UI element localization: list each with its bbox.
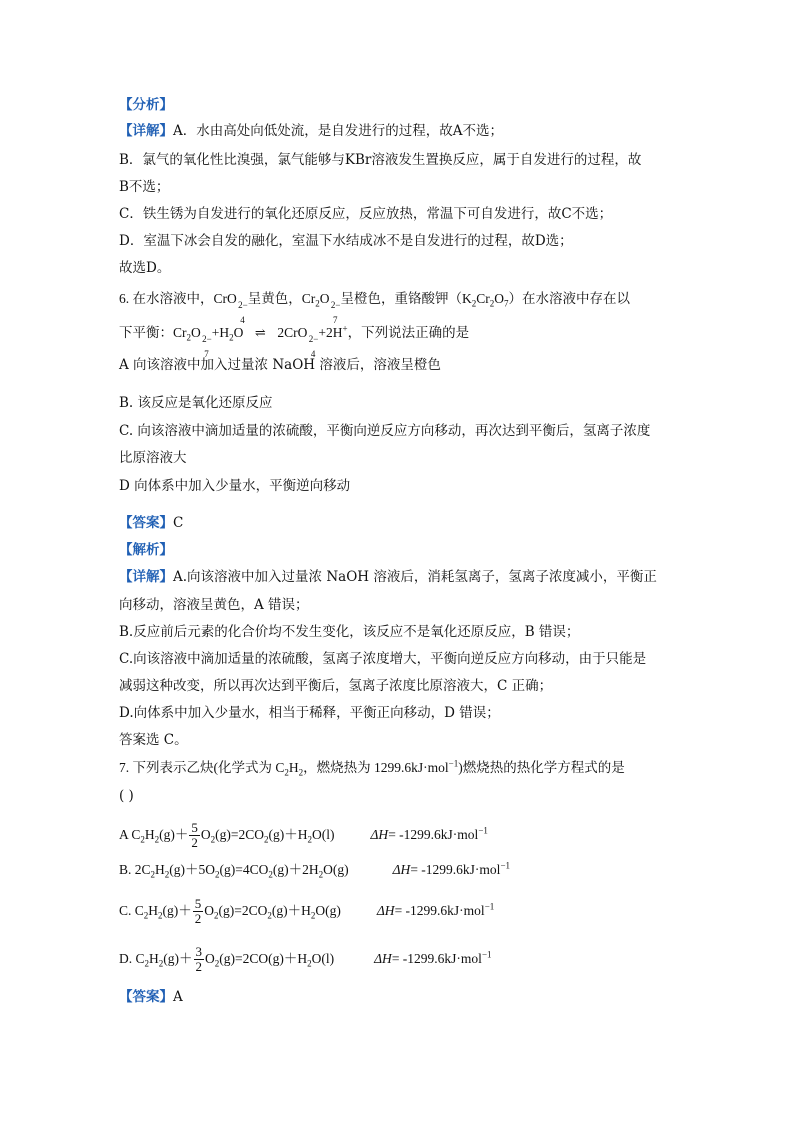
q6-detail-b: B.反应前后元素的化合价均不发生变化，该反应不是氧化还原反应，B 错误； bbox=[119, 624, 580, 640]
q6-stem-line2: 下平衡：$Cr_2O$ 2− 7 $+H_2O$ ⇌ 2CrO 2− 4 +2H+，下列说法正确的是 bbox=[119, 323, 470, 359]
q6-stem-line1: 6. 在水溶液中，CrO 2− 4 呈黄色，$Cr_2O$ 2− 7 呈橙色，重铬酸钾$(K_2Cr_2O_7)$在水溶液中存在以 bbox=[119, 291, 630, 325]
q7-answer: 【答案】A bbox=[119, 989, 183, 1005]
q7-stem-line2: ( ) bbox=[119, 788, 134, 804]
analysis-heading: 【分析】 bbox=[119, 97, 173, 113]
q6-detail-d: D.向体系中加入少量水，相当于稀释，平衡正向移动，D 错误； bbox=[119, 705, 500, 721]
q7-stem-line1: 7. 下列表示乙炔(化学式为 $C_2H_2$，燃烧热为 1299.6kJ·mol$^{-1}$)燃烧热的热化学方程式的是 bbox=[119, 758, 625, 778]
q6-detail-c-line1: C.向该溶液中滴加适量的浓硫酸，氢离子浓度增大，平衡向逆反应方向移动，由于只能是 bbox=[119, 651, 647, 667]
q5-detail-d: D．室温下冰会自发的融化，室温下水结成冰不是自发进行的过程，故D选； bbox=[119, 233, 573, 249]
q6-detail-a-line1: 【详解】A.向该溶液中加入过量浓 NaOH 溶液后，消耗氢离子，氢离子浓度减小，平衡正 bbox=[119, 569, 657, 585]
q5-detail-b-line2: B不选； bbox=[119, 179, 170, 195]
q6-detail-a-line2: 向移动，溶液呈黄色，A 错误； bbox=[119, 597, 309, 613]
q6-option-c-line2: 比原溶液大 bbox=[119, 450, 187, 466]
fraction-5-2: $\frac{5}{2}$ bbox=[191, 820, 198, 851]
q5-conclusion: 故选D。 bbox=[119, 260, 171, 276]
q6-conclusion: 答案选 C。 bbox=[119, 732, 188, 748]
q6-option-d: D 向体系中加入少量水，平衡逆向移动 bbox=[119, 478, 351, 494]
q6-option-a: A 向该溶液中加入过量浓 NaOH 溶液后，溶液呈橙色 bbox=[119, 357, 441, 373]
q5-detail-c: C．铁生锈为自发进行的氧化还原反应，反应放热，常温下可自发进行，故C不选； bbox=[119, 206, 613, 222]
fraction-3-2: $\frac{3}{2}$ bbox=[195, 944, 203, 975]
q7-option-b: B. $2C_2H_2(g)+5O_2(g)=4CO_2(g)+2H_2O(g)$ ΔH= -1299.6kJ·mol$^{-1}$ bbox=[119, 860, 511, 880]
q7-option-c: C. $C_2H_2(g)+$ $\frac{5}{2}$ $O_2(g)=2CO_2(g)+H_2O(g)$ ΔH= -1299.6kJ·mol$^{-1}$ bbox=[119, 896, 495, 927]
q6-option-b: B. 该反应是氧化还原反应 bbox=[119, 395, 273, 411]
q6-detail-c-line2: 减弱这种改变，所以再次达到平衡后，氢离子浓度比原溶液大，C 正确； bbox=[119, 678, 553, 694]
q5-detail-a: 【详解】A．水由高处向低处流，是自发进行的过程，故A不选； bbox=[119, 123, 503, 139]
q5-detail-b-line1: B．氯气的氧化性比溴强，氯气能够与KBr溶液发生置换反应，属于自发进行的过程，故 bbox=[119, 152, 642, 168]
q6-answer: 【答案】C bbox=[119, 515, 184, 531]
q6-explain-heading: 【解析】 bbox=[119, 542, 173, 558]
fraction-5-2: $\frac{5}{2}$ bbox=[194, 896, 202, 927]
detail-heading: 【详解】 bbox=[119, 123, 173, 139]
equilibrium-arrow: ⇌ bbox=[254, 325, 266, 340]
q6-option-c-line1: C. 向该溶液中滴加适量的浓硫酸，平衡向逆反应方向移动，再次达到平衡后，氢离子浓度 bbox=[119, 423, 651, 439]
q7-option-a: A $C_2H_2(g)+$ $\frac{5}{2}$ $O_2(g)=2CO_2(g)+H_2O(l)$ ΔH= -1299.6kJ·mol$^{-1}$ bbox=[119, 820, 488, 851]
q7-option-d: D. $C_2H_2(g)+$ $\frac{3}{2}$ $O_2(g)=2CO(g)+H_2O(l)$ ΔH= -1299.6kJ·mol$^{-1}$ bbox=[119, 944, 492, 975]
